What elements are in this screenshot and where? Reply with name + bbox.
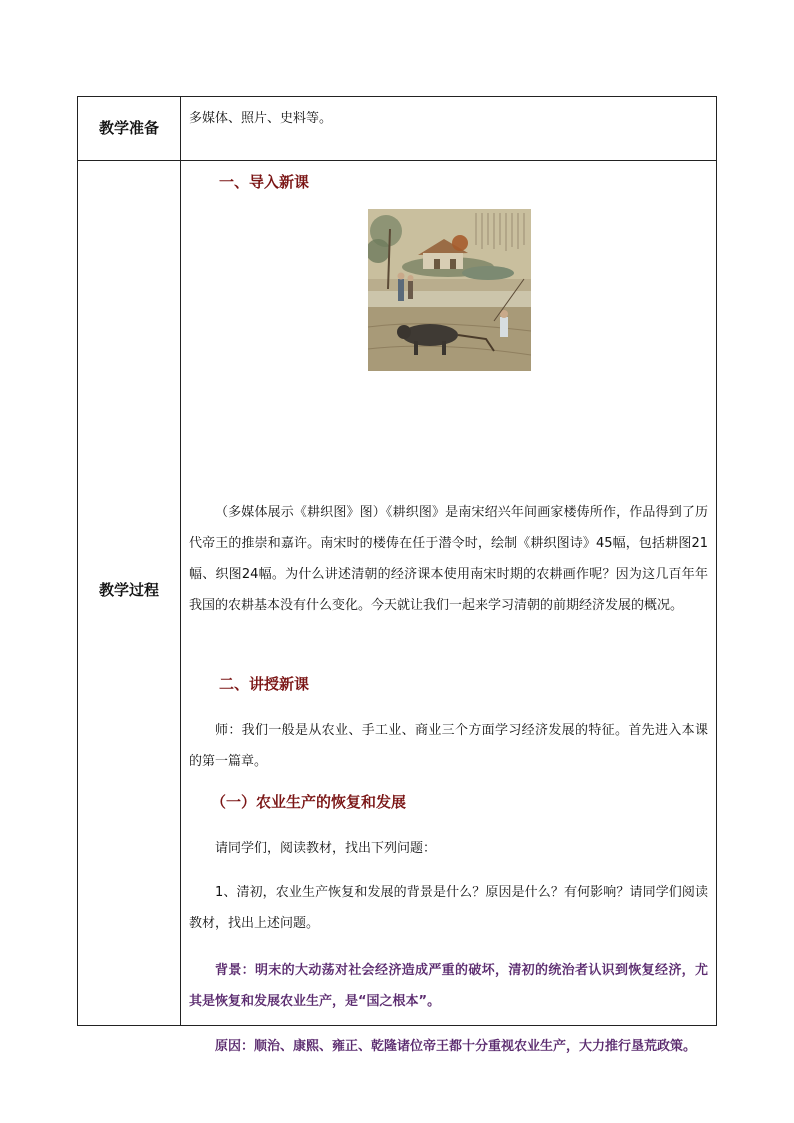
process-label: 教学过程: [98, 581, 159, 599]
agriculture-subsection-title: （一）农业生产的恢复和发展: [211, 793, 407, 811]
reason-answer: 原因：顺治、康熙、雍正、乾隆诸位帝王都十分重视农业生产，大力推行垦荒政策。: [215, 1039, 697, 1054]
teacher-paragraph: 师：我们一般是从农业、手工业、商业三个方面学习经济发展的特征。首先进入本课的第一篇章。: [189, 723, 708, 769]
plowing-painting-image: [368, 209, 531, 371]
lesson-table: [77, 96, 717, 1054]
background-answer: 背景：明末的大动荡对社会经济造成严重的破坏，清初的统治者认识到恢复经济，尤其是恢复和发展农业生产，是“国之根本”。: [189, 963, 708, 1009]
question-paragraph: 1、清初，农业生产恢复和发展的背景是什么？原因是什么？有何影响？请同学们阅读教材，找出上述问题。: [189, 885, 708, 931]
prep-label: 教学准备: [98, 119, 159, 137]
prep-text: 多媒体、照片、史料等。: [189, 111, 333, 126]
prompt-paragraph: 请同学们，阅读教材，找出下列问题：: [215, 841, 437, 856]
section-lecture-title: 二、讲授新课: [219, 675, 310, 693]
intro-paragraph: （多媒体展示《耕织图》图）《耕织图》是南宋绍兴年间画家楼俦所作，作品得到了历代帝王的推崇和嘉许。南宋时的楼俦在任于潜令时，绘制《耕织图诗》45幅，包括耕图21幅、织图24幅。为什么讲述清朝的经济课本使用南宋时期的农耕画作呢？因为这几百年年我国的农耕基本没有什么变化。今天就让我们一起来学习清朝的前期经济发展的概况。: [189, 505, 708, 613]
section-intro-title: 一、导入新课: [219, 173, 310, 191]
process-content: [181, 161, 716, 1054]
